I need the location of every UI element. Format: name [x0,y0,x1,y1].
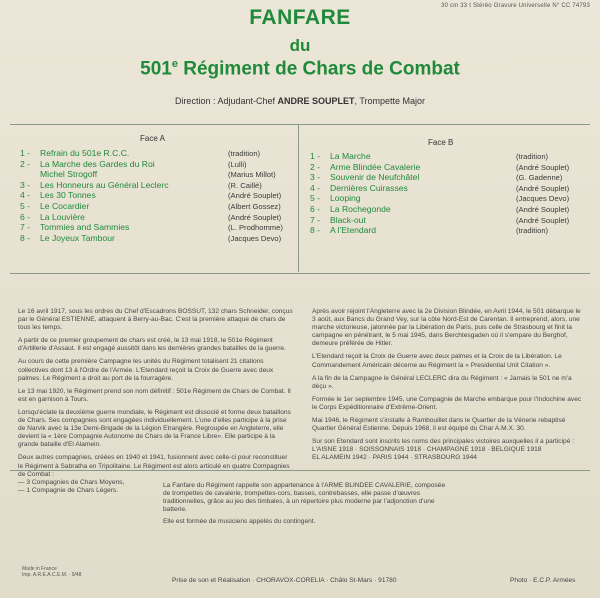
track-composer: (R. Caillé) [228,180,262,190]
track-title: Les Honneurs au Général Leclerc [40,179,169,190]
track-composer: (André Souplet) [516,162,570,172]
track-title: La Rochegonde [330,204,391,214]
track-row [20,212,85,222]
title-number: 501 [140,58,172,80]
track-row [310,172,419,182]
track-composer: (L. Prodhomme) [228,223,283,233]
paragraph: Au cours de cette première Campagne les unités du Régiment totalisent 21 citations collectives dont 13 à l'Ordre de l'Armée. L'Etendard reçoit la Croix de Guerre avec deux palmes. Le Régiment a droit au port de la fourragère. [18,358,274,382]
track-number: 6 - [310,204,321,214]
paragraph: A la fin de la Campagne le Général LECLERC dira du Régiment : « Jamais le 501 ne m'a déçu ». [312,374,572,390]
track-composer: (André Souplet) [516,205,570,214]
paragraph: Lorsqu'éclate la deuxième guerre mondiale, le Régiment est dissocié et forme deux bataillons de Chars. Ses compagnies sont engagées individuellement. L'une d'elles participe à la prise de Narvik avec la 13e Demi-Brigade de la Légion Etrangère. Regroupée en Angleterre, elle devient la « 1ère Compagnie Autonome de Chars de la France Libre». Elle participe à la grande bataille d'El Alamein. [18,408,291,449]
title-regiment [0,58,600,80]
list-item: — 1 Compagnie de Chars Légers. [18,486,119,494]
track-number: 2 - [310,161,321,172]
track-composer: (tradition) [516,152,549,161]
track-row [20,169,97,179]
track-composer: (tradition) [516,226,549,236]
title-rest: Régiment de Chars de Combat [183,58,460,80]
title-fanfare: FANFARE [249,6,351,29]
track-composer: (André Souplet) [516,215,570,225]
track-number: 7 - [310,214,321,225]
track-composer: (André Souplet) [228,191,282,201]
track-title: Tommies and Sammies [40,222,130,233]
tracklist-frame [10,124,590,274]
battle-honours: EL ALAMEIN 1942 · PARIS 1944 · STRASBOURG 1944 [312,454,477,462]
track-row [20,233,115,243]
track-title: A l'Etendard [330,225,377,236]
track-row [310,215,366,225]
track-number: 2 - [20,158,31,169]
track-composer: (Albert Gossez) [228,202,281,211]
face-b-title: Face B [428,138,454,147]
catalog-reference: 30 cm 33 t Stéréo Gravure Universelle N° CC 74793 [441,3,590,9]
track-title: La Marche [330,151,371,161]
history-right [312,308,586,463]
track-number: 3 - [310,172,321,183]
track-number: 1 - [20,148,31,158]
paragraph: Deux autres compagnies, créées en 1940 et 1941, fusionnent avec celle-ci pour reconstituer le Régiment à Sabratha en Tripolitaine. Le Régiment est alors articulé en quatre Compagnies de Combat : [18,454,290,478]
track-row [310,162,420,172]
track-number: 4 - [310,182,321,193]
direction-line: Direction : Adjudant-Chef ANDRE SOUPLET, Trompette Major [174,96,426,106]
track-number: 8 - [310,225,321,236]
track-row [310,151,371,161]
track-number: 7 - [20,222,31,233]
paragraph: Formée le 1er septembre 1945, une Compagnie de Marche embarque pour l'Indochine avec le Corps Expéditionnaire d'Extrême-Orient. [312,395,582,411]
paragraph: Le 16 avril 1917, sous les ordres du Chef d'Escadrons BOSSUT, 132 chars Schneider, conçus par le Général ESTIENNE, attaquent à Berry-au-Bac. C'est la première attaque de chars de tous les temps. [18,308,293,332]
track-row [310,183,408,193]
track-title: Looping [330,193,361,204]
track-title: Black-out [330,214,366,225]
track-title: Souvenir de Neufchâtel [330,172,420,183]
track-row [20,201,89,211]
paragraph: Mai 1946, le Régiment s'installe à Rambouillet dans le Quartier de la Vénerie rebaptisé Quartier Général Estienne. Depuis 1968, il est équipé du Char A.M.X. 30. [312,417,566,433]
track-title: Le Cocardier [40,201,90,211]
track-title: La Louvière [40,211,85,222]
production-credit: Prise de son et Réalisation · CHORAVOX-CORELIA · Châlo St-Mars · 91780 [172,577,397,584]
title-du: du [289,36,311,55]
track-number: 1 - [310,151,321,161]
track-title: Le Joyeux Tambour [40,232,115,243]
track-number: 3 - [20,179,31,190]
track-row [20,148,129,158]
track-number: 6 - [20,211,31,222]
track-row [20,180,169,190]
track-title: La Marche des Gardes du Roi [40,158,155,169]
paragraph: Le 13 mai 1920, le Régiment prend son nom définitif : 501e Régiment de Chars de Combat. Il est en garnison à Tours. [18,387,291,403]
track-row [20,222,129,232]
tracklist-divider [298,124,299,272]
track-title: Michel Strogoff [40,169,98,180]
paragraph: Sur son Etendard sont inscrits les noms des principales victoires auxquelles il a participé : [312,438,575,446]
track-title: Refrain du 501e R.C.C. [40,148,130,158]
track-row [310,193,361,203]
track-composer: (Marius Millot) [228,170,276,180]
track-row [310,204,391,214]
track-composer: (Lulli) [228,159,247,169]
track-number: 8 - [20,232,31,243]
track-composer: (André Souplet) [516,183,570,193]
track-title: Dernières Cuirasses [330,182,408,193]
title-superscript: e [171,58,178,70]
track-title: Arme Blindée Cavalerie [330,161,421,172]
bottom-divider [10,470,590,471]
photo-credit: Photo · E.C.P. Armées [510,577,576,584]
track-number: 4 - [20,190,31,201]
made-in-france: Made in France Imp. A.R.E.A.C.E.M. · 9/48 [22,566,82,578]
track-number: 5 - [20,201,31,211]
track-row [310,225,376,235]
paragraph: Après avoir rejoint l'Angleterre avec la 2e Division Blindée, en Avril 1944, le 501 débarque le 3 août, aux Bancs du Grand Vey, sur la côte Nord-Est de Carentan. Il entreprend, alors, une marche victorieuse, jalonnée par la Libération de Paris, puis celle de Strasbourg et finit la campagne en pénétrant, le 5 mai 1945, dans Berchtesgaden où il s'empare du Berghof, demeure préférée de Hitler. [312,308,581,348]
track-composer: (Jacques Devo) [228,233,282,243]
track-row [20,190,96,200]
track-number: 5 - [310,193,321,204]
track-title: Les 30 Tonnes [40,190,96,201]
fanfare-note: La Fanfare du Régiment rappelle son appartenance à l'ARME BLINDEE CAVALERIE, composée de trompettes de cavalerie, trompettes-cors, basses, contrebasses, elle passe d'œuvres traditionnelles, grâce au jeu des timbales, à un répertoire plus moderne par l'adjonction d'une batterie. Elle est formée de musiciens appelés du contingent. [163,482,446,526]
face-a-title: Face A [140,134,165,143]
paragraph: A partir de ce premier groupement de chars est créé, le 13 mai 1918, le 501e Régiment d'Artillerie d'Assaut. Il est engagé aussitôt dans les dernières grandes batailles de la guerre. [18,337,286,353]
track-composer: (G. Gadenne) [516,173,563,183]
paragraph: L'Etendard reçoit la Croix de Guerre avec deux palmes et la Croix de la Libération. Le Commandement Américain décerne au Régiment la « Presidential Unit Citation ». [312,353,562,369]
list-item: — 3 Compagnies de Chars Moyens, [18,478,125,486]
track-row [20,159,155,169]
battle-honours: L'AISNE 1918 · SOISSONNAIS 1918 · CHAMPAGNE 1918 · BELGIQUE 1918 [312,446,542,454]
track-composer: (André Souplet) [228,212,282,222]
history-left [18,308,293,495]
track-composer: (tradition) [228,149,261,158]
track-composer: (Jacques Devo) [516,194,570,204]
